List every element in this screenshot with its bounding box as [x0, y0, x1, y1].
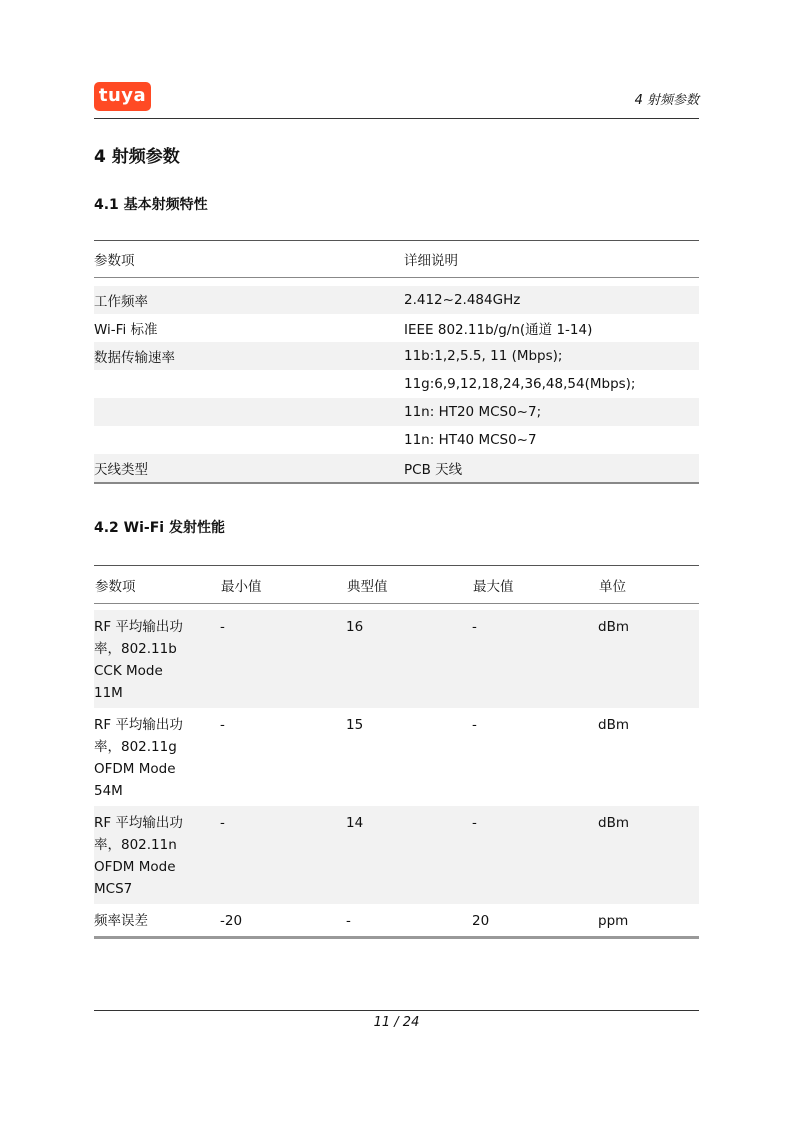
- column-header: 参数项: [94, 566, 220, 604]
- param-cell: [94, 370, 404, 398]
- param-cell: 数据传输速率: [94, 342, 404, 370]
- page-footer: [94, 1010, 699, 1030]
- detail-cell: 11n: HT20 MCS0~7;: [404, 398, 699, 426]
- table-row: [94, 426, 699, 454]
- max-cell: -: [472, 806, 598, 904]
- unit-cell: ppm: [598, 913, 629, 929]
- column-header: 参数项: [94, 241, 404, 278]
- typ-cell: -: [346, 913, 351, 929]
- detail-cell: 11n: HT40 MCS0~7: [404, 432, 537, 448]
- column-header: 典型值: [346, 566, 472, 604]
- param-cell: RF 平均输出功 率，802.11b CCK Mode 11M: [94, 610, 220, 708]
- column-header: 详细说明: [404, 241, 699, 278]
- unit-cell: dBm: [598, 610, 699, 708]
- table-header-row: [94, 241, 699, 278]
- page-header: [94, 80, 699, 119]
- table-row: [94, 398, 699, 426]
- basic-rf-table: [94, 240, 699, 484]
- table-row: [94, 806, 699, 904]
- typ-cell: 16: [346, 610, 472, 708]
- typ-cell: 14: [346, 806, 472, 904]
- detail-cell: PCB 天线: [404, 454, 699, 483]
- column-header: 单位: [598, 566, 699, 604]
- table-row: [94, 286, 699, 314]
- max-cell: -: [472, 717, 477, 733]
- max-cell: 20: [472, 913, 490, 929]
- param-cell: RF 平均输出功 率，802.11n OFDM Mode MCS7: [94, 806, 220, 904]
- table-row: [94, 904, 699, 938]
- detail-cell: 11b:1,2,5.5, 11 (Mbps);: [404, 342, 699, 370]
- param-cell: 工作频率: [94, 286, 404, 314]
- param-cell: [94, 426, 404, 454]
- table-row: [94, 314, 699, 342]
- max-cell: -: [472, 610, 598, 708]
- min-cell: -: [220, 717, 225, 733]
- chapter-title: 4 射频参数: [94, 147, 180, 167]
- param-cell: 频率误差: [94, 913, 148, 929]
- unit-cell: dBm: [598, 717, 629, 733]
- table-row: [94, 454, 699, 483]
- page-number: 11 / 24: [373, 1015, 420, 1030]
- min-cell: -: [220, 806, 346, 904]
- detail-cell: 2.412~2.484GHz: [404, 286, 699, 314]
- table-row: [94, 370, 699, 398]
- min-cell: -: [220, 610, 346, 708]
- param-cell: RF 平均输出功 率，802.11g OFDM Mode 54M: [94, 717, 183, 799]
- table-row: [94, 342, 699, 370]
- tuya-logo: tuya: [94, 82, 151, 111]
- wifi-tx-table: [94, 565, 699, 939]
- section-heading-basic-rf: 4.1 基本射频特性: [94, 197, 208, 213]
- param-cell: 天线类型: [94, 454, 404, 483]
- param-cell: Wi-Fi 标准: [94, 322, 158, 338]
- unit-cell: dBm: [598, 806, 699, 904]
- detail-cell: 11g:6,9,12,18,24,36,48,54(Mbps);: [404, 376, 636, 392]
- min-cell: -20: [220, 913, 243, 929]
- table-row: [94, 708, 699, 806]
- detail-cell: IEEE 802.11b/g/n(通道 1-14): [404, 322, 593, 338]
- table-row: [94, 610, 699, 708]
- column-header: 最小值: [220, 566, 346, 604]
- header-section-title: 4 射频参数: [634, 93, 699, 108]
- param-cell: [94, 398, 404, 426]
- column-header: 最大值: [472, 566, 598, 604]
- typ-cell: 15: [346, 717, 364, 733]
- table-header-row: [94, 566, 699, 604]
- section-heading-wifi-tx: 4.2 Wi-Fi 发射性能: [94, 520, 225, 536]
